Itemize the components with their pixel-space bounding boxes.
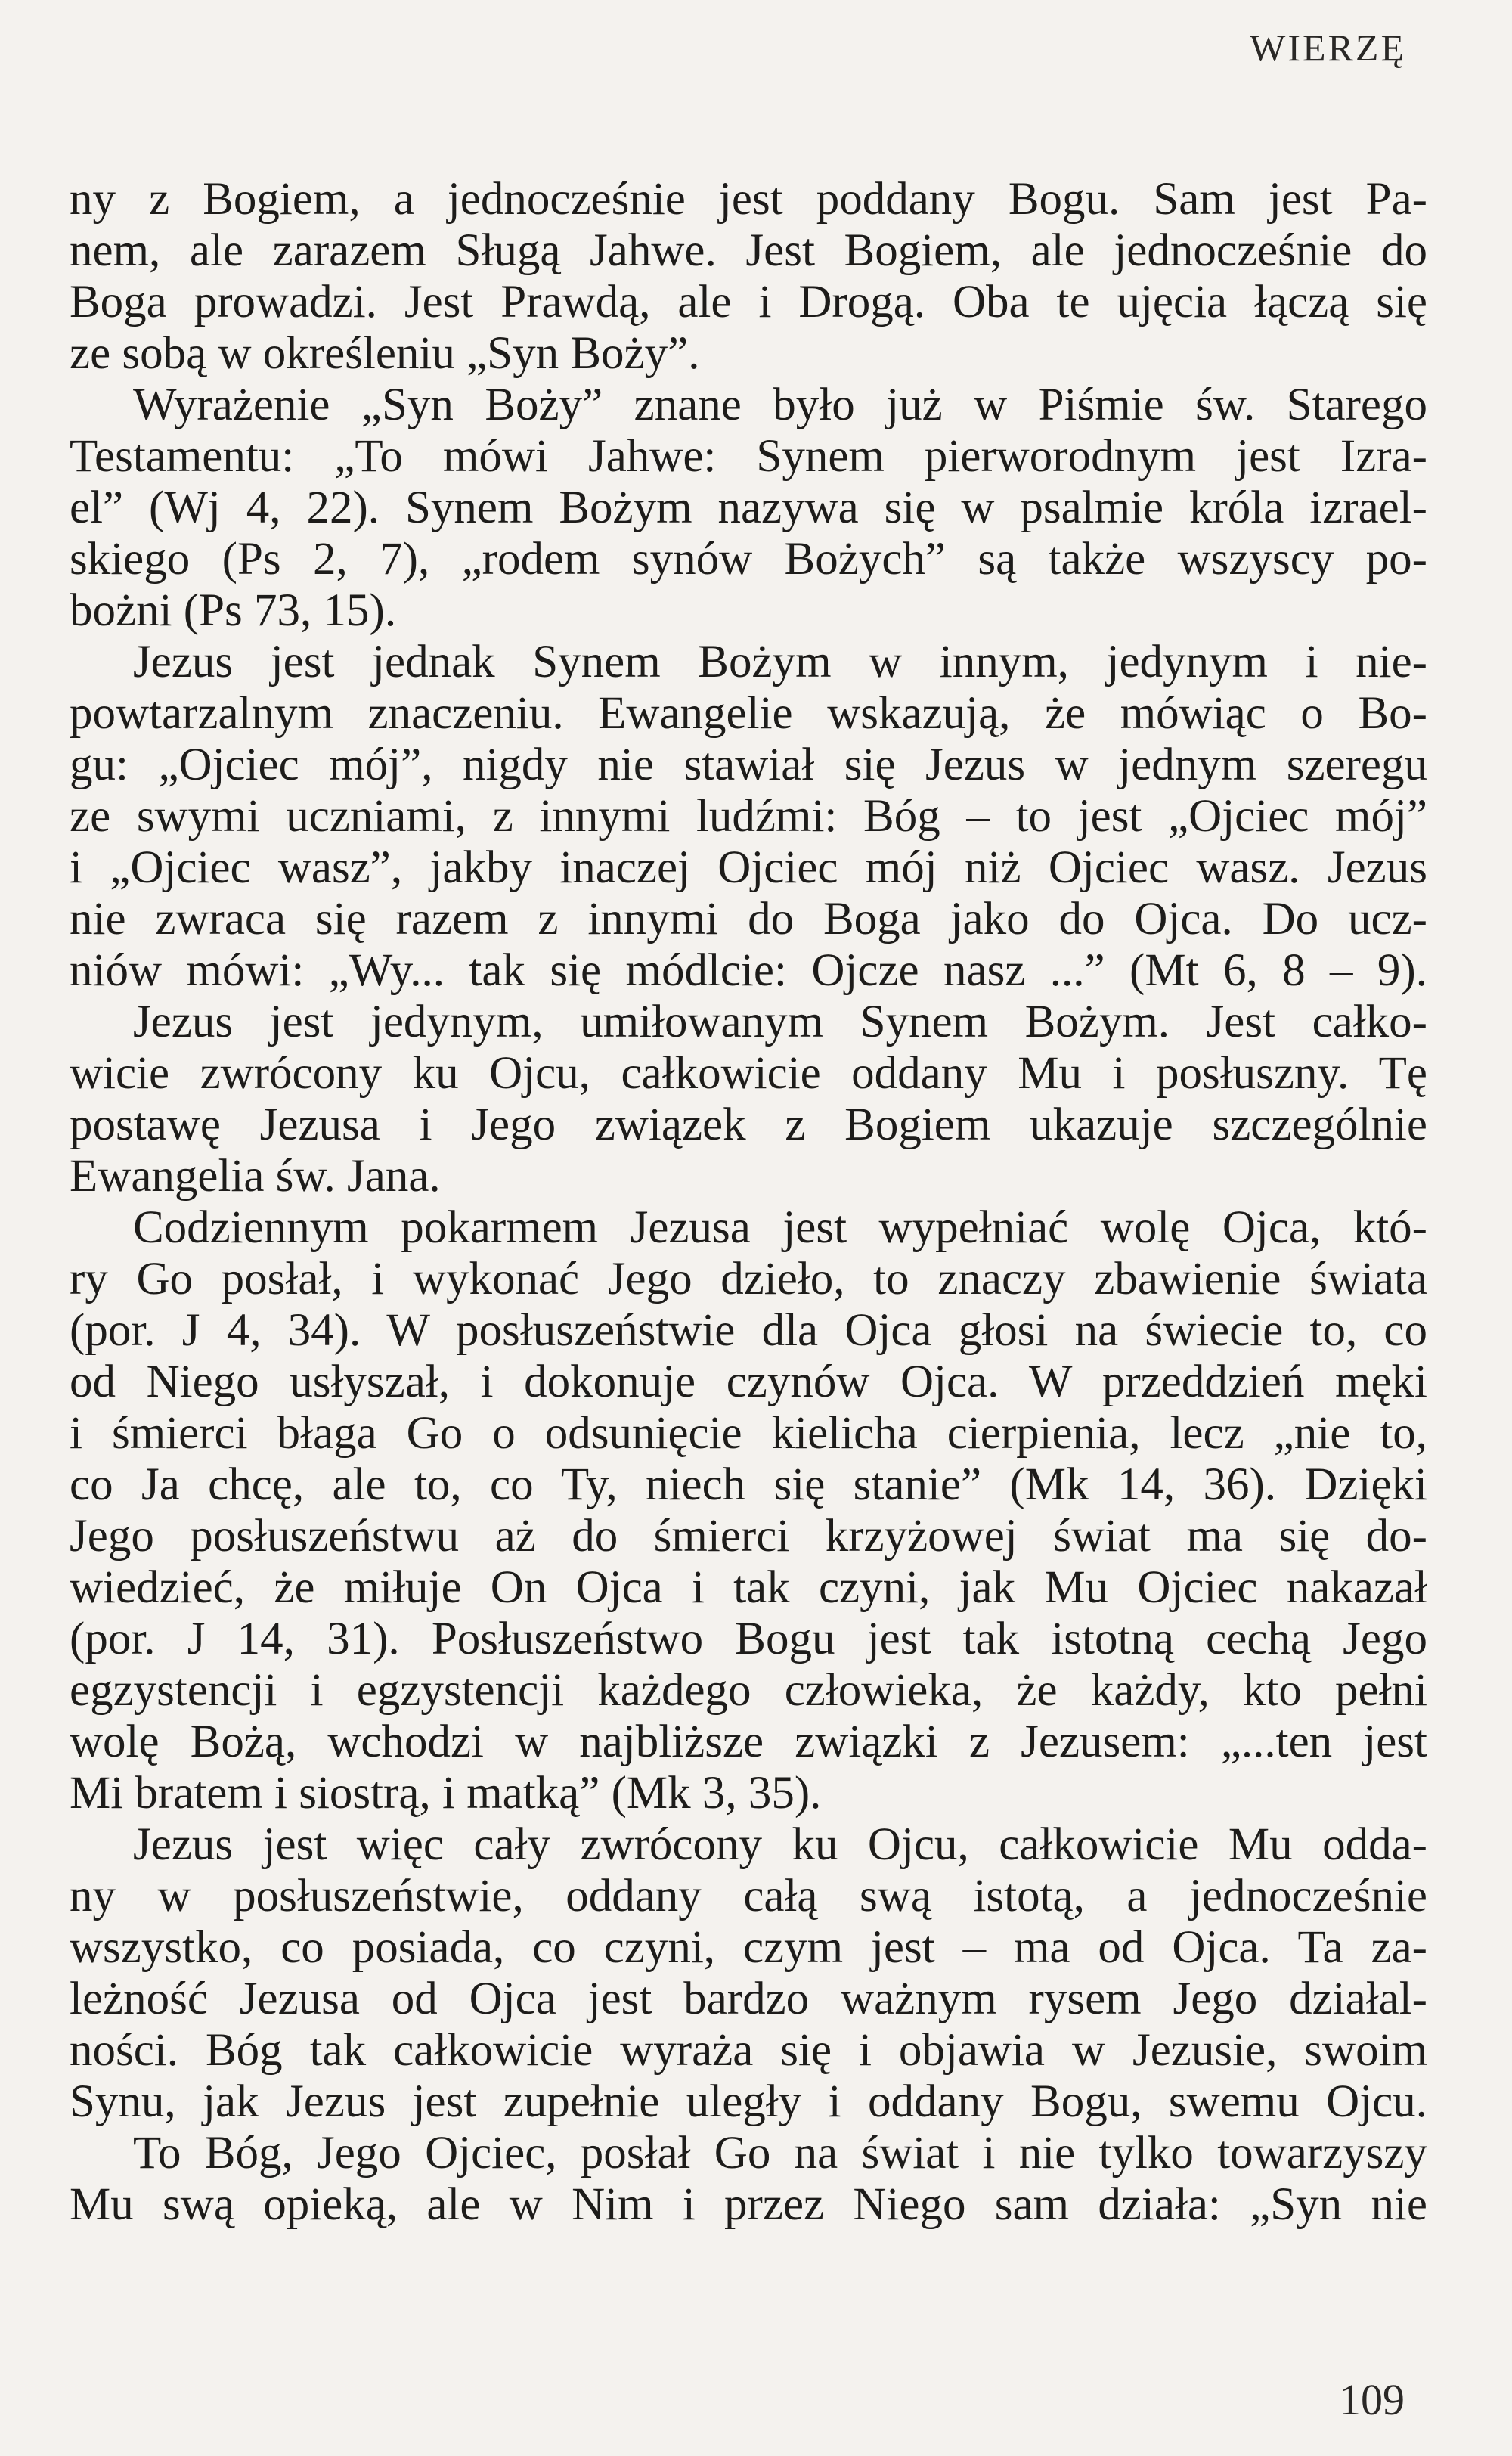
page-number: 109 [1339, 2375, 1405, 2424]
text-line: Ewangelia św. Jana. [70, 1151, 441, 1202]
text-line: wolę Bożą, wchodzi w najbliższe związki z Jezusem: „...ten jest [70, 1716, 1427, 1767]
text-line: Jezus jest jedynym, umiłowanym Synem Bożym. Jest całko- [133, 997, 1427, 1047]
text-line: ze swymi uczniami, z innymi ludźmi: Bóg – to jest „Ojciec mój” [70, 791, 1427, 842]
text-line: i „Ojciec wasz”, jakby inaczej Ojciec mój niż Ojciec wasz. Jezus [70, 842, 1427, 893]
text-line: Synu, jak Jezus jest zupełnie uległy i oddany Bogu, swemu Ojcu. [70, 2076, 1427, 2127]
text-line: egzystencji i egzystencji każdego człowieka, że każdy, kto pełni [70, 1665, 1427, 1716]
text-line: ny z Bogiem, a jednocześnie jest poddany Bogu. Sam jest Pa- [70, 174, 1427, 225]
text-line: bożni (Ps 73, 15). [70, 585, 397, 636]
text-line: od Niego usłyszał, i dokonuje czynów Ojca. W przeddzień męki [70, 1357, 1427, 1407]
text-line: co Ja chcę, ale to, co Ty, niech się stanie” (Mk 14, 36). Dzięki [70, 1459, 1427, 1510]
text-line: wicie zwrócony ku Ojcu, całkowicie oddany Mu i posłuszny. Tę [70, 1048, 1427, 1099]
text-line: leżność Jezusa od Ojca jest bardzo ważnym rysem Jego działal- [70, 1974, 1427, 2024]
text-line: (por. J 14, 31). Posłuszeństwo Bogu jest tak istotną cechą Jego [70, 1614, 1427, 1664]
text-line: Mu swą opieką, ale w Nim i przez Niego sam działa: „Syn nie [70, 2179, 1427, 2230]
text-line: powtarzalnym znaczeniu. Ewangelie wskazują, że mówiąc o Bo- [70, 688, 1427, 739]
text-line: Jezus jest więc cały zwrócony ku Ojcu, całkowicie Mu odda- [133, 1819, 1427, 1870]
text-line: Mi bratem i siostrą, i matką” (Mk 3, 35). [70, 1768, 822, 1819]
text-line: Boga prowadzi. Jest Prawdą, ale i Drogą. Oba te ujęcia łączą się [70, 277, 1427, 327]
body-text [70, 174, 1427, 2231]
text-line: ry Go posłał, i wykonać Jego dzieło, to znaczy zbawienie świata [70, 1254, 1427, 1304]
text-line: postawę Jezusa i Jego związek z Bogiem ukazuje szczególnie [70, 1099, 1427, 1150]
text-line: Jego posłuszeństwu aż do śmierci krzyżowej świat ma się do- [70, 1511, 1427, 1561]
text-line: To Bóg, Jego Ojciec, posłał Go na świat i nie tylko towarzyszy [133, 2128, 1427, 2178]
text-line: Jezus jest jednak Synem Bożym w innym, jedynym i nie- [133, 637, 1427, 687]
running-head: WIERZĘ [1250, 26, 1406, 69]
text-line: ny w posłuszeństwie, oddany całą swą istotą, a jednocześnie [70, 1871, 1427, 1921]
text-line: Wyrażenie „Syn Boży” znane było już w Piśmie św. Starego [133, 380, 1427, 430]
text-line: wiedzieć, że miłuje On Ojca i tak czyni, jak Mu Ojciec nakazał [70, 1562, 1427, 1613]
text-line: skiego (Ps 2, 7), „rodem synów Bożych” są także wszyscy po- [70, 534, 1427, 585]
text-line: nie zwraca się razem z innymi do Boga jako do Ojca. Do ucz- [70, 894, 1427, 944]
text-line: wszystko, co posiada, co czyni, czym jest – ma od Ojca. Ta za- [70, 1922, 1427, 1973]
text-line: gu: „Ojciec mój”, nigdy nie stawiał się Jezus w jednym szeregu [70, 740, 1427, 790]
text-line: (por. J 4, 34). W posłuszeństwie dla Ojca głosi na świecie to, co [70, 1305, 1427, 1356]
text-line: ności. Bóg tak całkowicie wyraża się i objawia w Jezusie, swoim [70, 2025, 1427, 2076]
text-line: niów mówi: „Wy... tak się módlcie: Ojcze nasz ...” (Mt 6, 8 – 9). [70, 945, 1427, 996]
text-line: i śmierci błaga Go o odsunięcie kielicha cierpienia, lecz „nie to, [70, 1408, 1427, 1459]
text-line: Testamentu: „To mówi Jahwe: Synem pierworodnym jest Izra- [70, 431, 1427, 482]
text-line: el” (Wj 4, 22). Synem Bożym nazywa się w psalmie króla izrael- [70, 482, 1427, 533]
text-line: Codziennym pokarmem Jezusa jest wypełniać wolę Ojca, któ- [133, 1202, 1427, 1253]
text-line: ze sobą w określeniu „Syn Boży”. [70, 328, 700, 379]
text-line: nem, ale zarazem Sługą Jahwe. Jest Bogiem, ale jednocześnie do [70, 225, 1427, 276]
